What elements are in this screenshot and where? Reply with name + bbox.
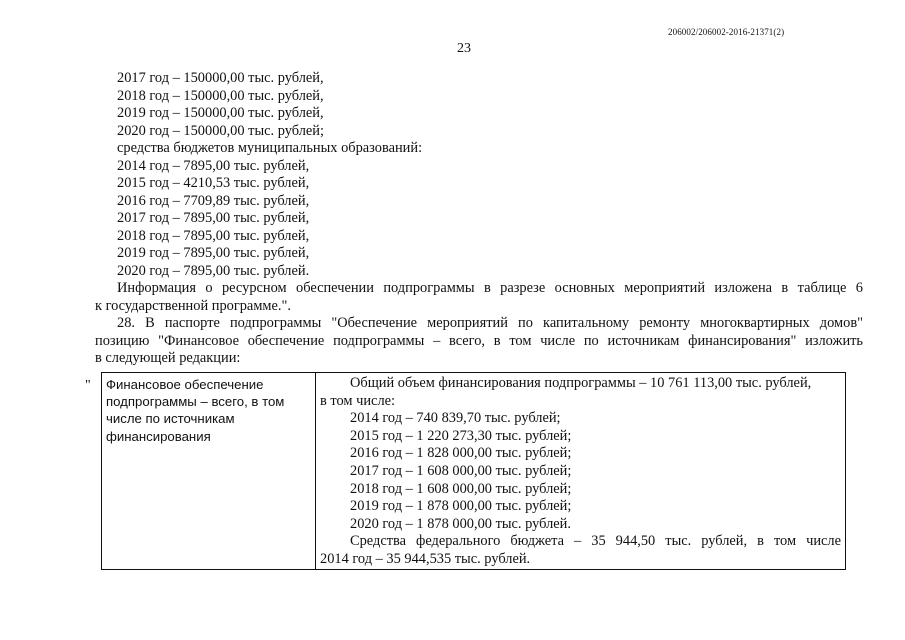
label-line: Финансовое обеспечение xyxy=(106,377,264,392)
text-line: 2020 год – 150000,00 тыс. рублей; xyxy=(117,122,324,139)
item-28-line: позицию "Финансовое обеспечение подпрограммы – всего, в том числе по источникам финансирования" изложить xyxy=(95,332,863,349)
text-line: 2018 год – 150000,00 тыс. рублей, xyxy=(117,87,324,104)
text-line: 2020 год – 7895,00 тыс. рублей. xyxy=(117,262,310,279)
label-line: подпрограммы – всего, в том xyxy=(106,394,285,410)
year-line: 2014 год – 740 839,70 тыс. рублей; xyxy=(350,410,561,427)
financing-value-cell xyxy=(316,373,846,570)
year-line: 2018 год – 1 608 000,00 тыс. рублей; xyxy=(350,480,572,497)
federal-line: 2014 год – 35 944,535 тыс. рублей. xyxy=(320,550,531,567)
text-line: 2014 год – 7895,00 тыс. рублей, xyxy=(117,157,310,174)
document-body xyxy=(95,70,863,368)
year-line: 2017 год – 1 608 000,00 тыс. рублей; xyxy=(350,462,572,479)
year-line: 2015 год – 1 220 273,30 тыс. рублей; xyxy=(350,427,572,444)
item-28-line: 28. В паспорте подпрограммы "Обеспечение мероприятий по капитальному ремонту многоквартирных домов" xyxy=(117,315,863,331)
text-line: 2018 год – 7895,00 тыс. рублей, xyxy=(117,227,310,244)
year-line: 2019 год – 1 878 000,00 тыс. рублей; xyxy=(350,498,572,515)
text-line: средства бюджетов муниципальных образований: xyxy=(117,140,423,156)
total-line: Общий объем финансирования подпрограммы – 10 761 113,00 тыс. рублей, xyxy=(350,375,812,391)
text-line: 2019 год – 150000,00 тыс. рублей, xyxy=(117,105,324,121)
info-paragraph-line: Информация о ресурсном обеспечении подпрограммы в разрезе основных мероприятий изложена в таблице 6 xyxy=(117,280,863,296)
year-line: 2020 год – 1 878 000,00 тыс. рублей. xyxy=(350,515,571,532)
text-line: 2019 год – 7895,00 тыс. рублей, xyxy=(117,245,310,261)
year-line: 2016 год – 1 828 000,00 тыс. рублей; xyxy=(350,445,572,462)
financing-table xyxy=(101,372,846,570)
open-quote-mark: " xyxy=(85,378,91,393)
federal-line: Средства федерального бюджета – 35 944,50 тыс. рублей, в том числе xyxy=(350,533,841,550)
item-28-line: в следующей редакции: xyxy=(95,350,241,366)
label-line: числе по источникам xyxy=(106,411,235,427)
text-line: 2017 год – 150000,00 тыс. рублей, xyxy=(117,70,324,86)
text-line: 2015 год – 4210,53 тыс. рублей, xyxy=(117,175,310,191)
text-line: 2017 год – 7895,00 тыс. рублей, xyxy=(117,210,310,226)
document-id: 206002/206002-2016-21371(2) xyxy=(668,27,785,37)
text-line: 2016 год – 7709,89 тыс. рублей, xyxy=(117,192,310,209)
info-paragraph-line: к государственной программе.". xyxy=(95,297,291,314)
table-row xyxy=(102,373,846,570)
label-line: финансирования xyxy=(106,428,211,444)
financing-label-cell xyxy=(102,373,316,570)
total-line: в том числе: xyxy=(320,392,396,409)
page-number: 23 xyxy=(457,41,471,56)
